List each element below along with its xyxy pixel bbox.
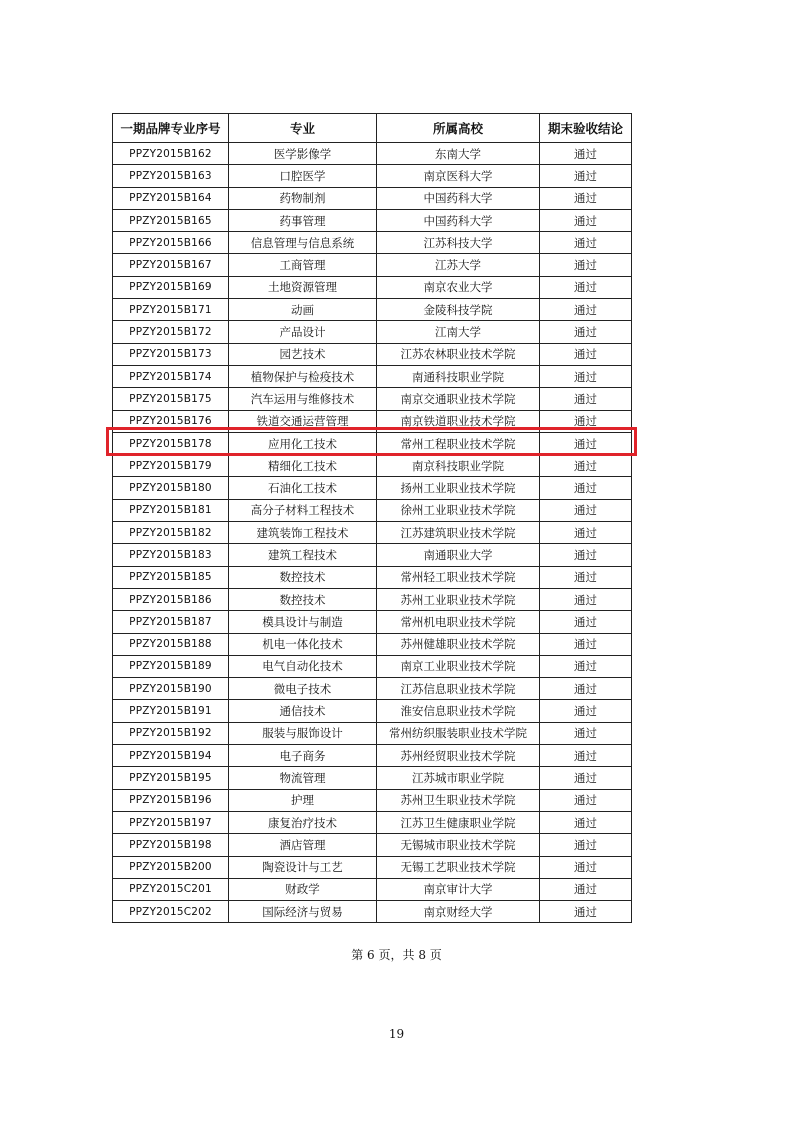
table-row xyxy=(113,254,632,276)
cell-serial-number: PPZY2015B195 xyxy=(113,767,229,789)
cell-university: 常州轻工职业技术学院 xyxy=(377,566,540,588)
cell-conclusion: 通过 xyxy=(540,321,632,343)
cell-university: 南京交通职业技术学院 xyxy=(377,388,540,410)
cell-major: 物流管理 xyxy=(229,767,377,789)
cell-university: 淮安信息职业技术学院 xyxy=(377,700,540,722)
cell-conclusion: 通过 xyxy=(540,789,632,811)
cell-major: 口腔医学 xyxy=(229,165,377,187)
cell-major: 建筑工程技术 xyxy=(229,544,377,566)
cell-conclusion: 通过 xyxy=(540,410,632,432)
cell-conclusion: 通过 xyxy=(540,722,632,744)
table-row xyxy=(113,856,632,878)
cell-serial-number: PPZY2015B173 xyxy=(113,343,229,365)
cell-conclusion: 通过 xyxy=(540,165,632,187)
cell-university: 苏州工业职业技术学院 xyxy=(377,588,540,610)
cell-serial-number: PPZY2015B166 xyxy=(113,232,229,254)
cell-university: 江苏城市职业学院 xyxy=(377,767,540,789)
table-row xyxy=(113,789,632,811)
cell-serial-number: PPZY2015B179 xyxy=(113,455,229,477)
cell-conclusion: 通过 xyxy=(540,343,632,365)
cell-conclusion: 通过 xyxy=(540,834,632,856)
cell-university: 南京科技职业学院 xyxy=(377,455,540,477)
header-major: 专业 xyxy=(229,114,377,143)
cell-university: 南京审计大学 xyxy=(377,878,540,900)
table-row xyxy=(113,343,632,365)
cell-major: 动画 xyxy=(229,299,377,321)
cell-major: 土地资源管理 xyxy=(229,276,377,298)
cell-major: 国际经济与贸易 xyxy=(229,901,377,923)
cell-serial-number: PPZY2015B169 xyxy=(113,276,229,298)
cell-serial-number: PPZY2015B198 xyxy=(113,834,229,856)
cell-conclusion: 通过 xyxy=(540,209,632,231)
table-row xyxy=(113,455,632,477)
cell-conclusion: 通过 xyxy=(540,432,632,454)
table-row xyxy=(113,232,632,254)
cell-major: 医学影像学 xyxy=(229,143,377,165)
cell-conclusion: 通过 xyxy=(540,544,632,566)
header-university: 所属高校 xyxy=(377,114,540,143)
cell-university: 苏州经贸职业技术学院 xyxy=(377,745,540,767)
cell-university: 南京医科大学 xyxy=(377,165,540,187)
header-serial-number: 一期品牌专业序号 xyxy=(113,114,229,143)
table-row xyxy=(113,878,632,900)
cell-conclusion: 通过 xyxy=(540,254,632,276)
table-row xyxy=(113,811,632,833)
cell-major: 建筑装饰工程技术 xyxy=(229,522,377,544)
cell-university: 南通职业大学 xyxy=(377,544,540,566)
cell-serial-number: PPZY2015B185 xyxy=(113,566,229,588)
cell-major: 铁道交通运营管理 xyxy=(229,410,377,432)
cell-serial-number: PPZY2015B186 xyxy=(113,588,229,610)
cell-conclusion: 通过 xyxy=(540,655,632,677)
cell-university: 江苏信息职业技术学院 xyxy=(377,678,540,700)
table-row xyxy=(113,678,632,700)
cell-serial-number: PPZY2015B188 xyxy=(113,633,229,655)
cell-conclusion: 通过 xyxy=(540,878,632,900)
cell-university: 常州机电职业技术学院 xyxy=(377,611,540,633)
cell-conclusion: 通过 xyxy=(540,388,632,410)
cell-university: 扬州工业职业技术学院 xyxy=(377,477,540,499)
cell-university: 江苏卫生健康职业学院 xyxy=(377,811,540,833)
table-row xyxy=(113,477,632,499)
cell-conclusion: 通过 xyxy=(540,187,632,209)
cell-major: 通信技术 xyxy=(229,700,377,722)
cell-university: 无锡城市职业技术学院 xyxy=(377,834,540,856)
table-row xyxy=(113,566,632,588)
cell-serial-number: PPZY2015B163 xyxy=(113,165,229,187)
table-row xyxy=(113,611,632,633)
cell-university: 常州纺织服装职业技术学院 xyxy=(377,722,540,744)
cell-major: 电气自动化技术 xyxy=(229,655,377,677)
cell-conclusion: 通过 xyxy=(540,499,632,521)
page-number: 19 xyxy=(388,1027,405,1041)
document-table-container xyxy=(112,113,631,923)
table-row xyxy=(113,655,632,677)
cell-serial-number: PPZY2015B176 xyxy=(113,410,229,432)
cell-major: 药物制剂 xyxy=(229,187,377,209)
cell-conclusion: 通过 xyxy=(540,566,632,588)
cell-major: 产品设计 xyxy=(229,321,377,343)
table-row xyxy=(113,901,632,923)
table-header-row xyxy=(113,114,632,143)
cell-serial-number: PPZY2015B180 xyxy=(113,477,229,499)
table-row xyxy=(113,588,632,610)
table-row xyxy=(113,432,632,454)
cell-major: 财政学 xyxy=(229,878,377,900)
cell-conclusion: 通过 xyxy=(540,700,632,722)
cell-serial-number: PPZY2015C201 xyxy=(113,878,229,900)
cell-university: 南京工业职业技术学院 xyxy=(377,655,540,677)
table-row xyxy=(113,544,632,566)
cell-conclusion: 通过 xyxy=(540,767,632,789)
cell-conclusion: 通过 xyxy=(540,811,632,833)
page-info: 第 6 页，共 8 页 xyxy=(351,948,442,962)
cell-serial-number: PPZY2015B165 xyxy=(113,209,229,231)
table-row xyxy=(113,187,632,209)
cell-serial-number: PPZY2015B191 xyxy=(113,700,229,722)
cell-major: 模具设计与制造 xyxy=(229,611,377,633)
cell-serial-number: PPZY2015B171 xyxy=(113,299,229,321)
cell-major: 植物保护与检疫技术 xyxy=(229,365,377,387)
cell-university: 东南大学 xyxy=(377,143,540,165)
table-row xyxy=(113,365,632,387)
cell-major: 酒店管理 xyxy=(229,834,377,856)
cell-university: 中国药科大学 xyxy=(377,187,540,209)
cell-major: 精细化工技术 xyxy=(229,455,377,477)
cell-conclusion: 通过 xyxy=(540,143,632,165)
table-row xyxy=(113,700,632,722)
table-row xyxy=(113,321,632,343)
table-body xyxy=(113,143,632,923)
cell-university: 徐州工业职业技术学院 xyxy=(377,499,540,521)
cell-conclusion: 通过 xyxy=(540,745,632,767)
cell-conclusion: 通过 xyxy=(540,901,632,923)
cell-university: 中国药科大学 xyxy=(377,209,540,231)
cell-serial-number: PPZY2015B178 xyxy=(113,432,229,454)
header-conclusion: 期末验收结论 xyxy=(540,114,632,143)
cell-major: 高分子材料工程技术 xyxy=(229,499,377,521)
table-row xyxy=(113,299,632,321)
cell-university: 江苏建筑职业技术学院 xyxy=(377,522,540,544)
table-row xyxy=(113,522,632,544)
cell-serial-number: PPZY2015B162 xyxy=(113,143,229,165)
acceptance-table xyxy=(112,113,632,923)
cell-conclusion: 通过 xyxy=(540,276,632,298)
cell-conclusion: 通过 xyxy=(540,522,632,544)
cell-conclusion: 通过 xyxy=(540,611,632,633)
cell-major: 康复治疗技术 xyxy=(229,811,377,833)
cell-conclusion: 通过 xyxy=(540,856,632,878)
cell-serial-number: PPZY2015B167 xyxy=(113,254,229,276)
cell-serial-number: PPZY2015B197 xyxy=(113,811,229,833)
cell-major: 应用化工技术 xyxy=(229,432,377,454)
cell-university: 苏州健雄职业技术学院 xyxy=(377,633,540,655)
cell-major: 工商管理 xyxy=(229,254,377,276)
cell-university: 苏州卫生职业技术学院 xyxy=(377,789,540,811)
cell-serial-number: PPZY2015B175 xyxy=(113,388,229,410)
cell-university: 金陵科技学院 xyxy=(377,299,540,321)
cell-major: 石油化工技术 xyxy=(229,477,377,499)
cell-serial-number: PPZY2015B194 xyxy=(113,745,229,767)
cell-serial-number: PPZY2015B181 xyxy=(113,499,229,521)
table-row xyxy=(113,767,632,789)
table-row xyxy=(113,722,632,744)
cell-major: 信息管理与信息系统 xyxy=(229,232,377,254)
cell-major: 数控技术 xyxy=(229,588,377,610)
cell-university: 南通科技职业学院 xyxy=(377,365,540,387)
cell-major: 护理 xyxy=(229,789,377,811)
cell-serial-number: PPZY2015B174 xyxy=(113,365,229,387)
cell-serial-number: PPZY2015B172 xyxy=(113,321,229,343)
cell-conclusion: 通过 xyxy=(540,455,632,477)
cell-serial-number: PPZY2015B187 xyxy=(113,611,229,633)
table-row xyxy=(113,165,632,187)
cell-university: 江苏科技大学 xyxy=(377,232,540,254)
table-row xyxy=(113,633,632,655)
cell-university: 无锡工艺职业技术学院 xyxy=(377,856,540,878)
cell-major: 药事管理 xyxy=(229,209,377,231)
cell-conclusion: 通过 xyxy=(540,678,632,700)
cell-university: 南京农业大学 xyxy=(377,276,540,298)
cell-serial-number: PPZY2015B200 xyxy=(113,856,229,878)
cell-conclusion: 通过 xyxy=(540,365,632,387)
cell-major: 数控技术 xyxy=(229,566,377,588)
cell-university: 江南大学 xyxy=(377,321,540,343)
cell-serial-number: PPZY2015B189 xyxy=(113,655,229,677)
cell-major: 微电子技术 xyxy=(229,678,377,700)
cell-major: 园艺技术 xyxy=(229,343,377,365)
cell-major: 机电一体化技术 xyxy=(229,633,377,655)
cell-major: 电子商务 xyxy=(229,745,377,767)
cell-serial-number: PPZY2015B164 xyxy=(113,187,229,209)
cell-serial-number: PPZY2015B182 xyxy=(113,522,229,544)
cell-major: 陶瓷设计与工艺 xyxy=(229,856,377,878)
table-row xyxy=(113,410,632,432)
cell-conclusion: 通过 xyxy=(540,633,632,655)
cell-conclusion: 通过 xyxy=(540,299,632,321)
cell-university: 常州工程职业技术学院 xyxy=(377,432,540,454)
table-row xyxy=(113,499,632,521)
table-row xyxy=(113,834,632,856)
cell-conclusion: 通过 xyxy=(540,588,632,610)
table-row xyxy=(113,745,632,767)
cell-serial-number: PPZY2015B183 xyxy=(113,544,229,566)
cell-university: 江苏农林职业技术学院 xyxy=(377,343,540,365)
cell-serial-number: PPZY2015B196 xyxy=(113,789,229,811)
table-row xyxy=(113,209,632,231)
table-row xyxy=(113,143,632,165)
cell-serial-number: PPZY2015C202 xyxy=(113,901,229,923)
cell-major: 汽车运用与维修技术 xyxy=(229,388,377,410)
cell-university: 江苏大学 xyxy=(377,254,540,276)
table-row xyxy=(113,388,632,410)
cell-university: 南京财经大学 xyxy=(377,901,540,923)
cell-conclusion: 通过 xyxy=(540,232,632,254)
cell-serial-number: PPZY2015B192 xyxy=(113,722,229,744)
table-row xyxy=(113,276,632,298)
cell-university: 南京铁道职业技术学院 xyxy=(377,410,540,432)
cell-serial-number: PPZY2015B190 xyxy=(113,678,229,700)
cell-major: 服装与服饰设计 xyxy=(229,722,377,744)
cell-conclusion: 通过 xyxy=(540,477,632,499)
